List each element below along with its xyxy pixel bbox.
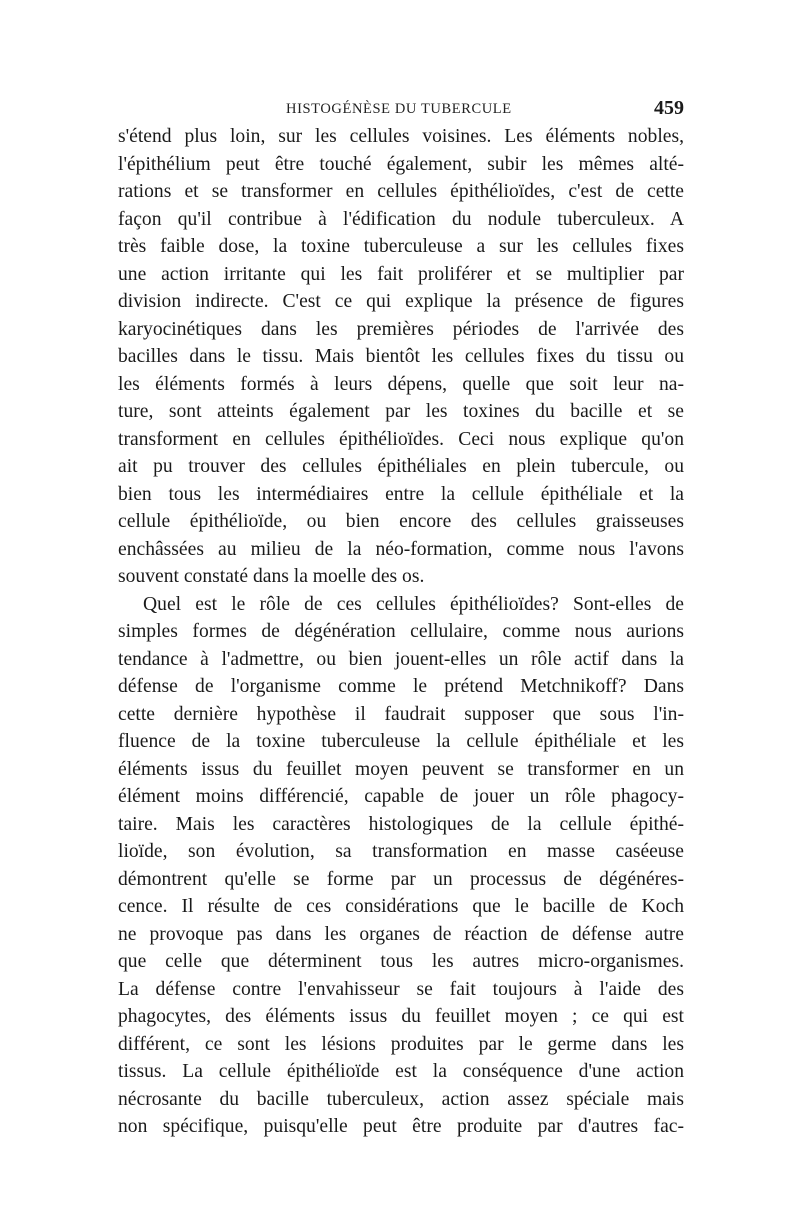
text-line: les éléments formés à leurs dépens, quelle que soit leur na- xyxy=(118,373,684,395)
text-line: ture, sont atteints également par les toxines du bacille et se xyxy=(118,401,684,422)
text-line: défense de l'organisme comme le prétend Metchnikoff? Dans xyxy=(118,676,684,697)
text-line: démontrent qu'elle se forme par un processus de dégénéres- xyxy=(118,868,684,890)
text-line: s'étend plus loin, sur les cellules voisines. Les éléments nobles, xyxy=(118,126,684,147)
text-line: une action irritante qui les fait proliférer et se multiplier par xyxy=(118,263,684,285)
text-line: ne provoque pas dans les organes de réaction de défense autre xyxy=(118,923,684,945)
text-line: simples formes de dégénération cellulaire, comme nous aurions xyxy=(118,621,684,642)
text-line: cence. Il résulte de ces considérations que le bacille de Koch xyxy=(118,896,684,917)
text-line: bacilles dans le tissu. Mais bientôt les cellules fixes du tissu ou xyxy=(118,346,684,367)
body-text xyxy=(118,123,684,1141)
text-line: bien tous les intermédiaires entre la cellule épithéliale et la xyxy=(118,483,684,505)
text-line: élément moins différencié, capable de jouer un rôle phagocy- xyxy=(118,786,684,807)
text-line: division indirecte. C'est ce qui explique la présence de figures xyxy=(118,291,684,312)
text-line: transforment en cellules épithélioïdes. Ceci nous explique qu'on xyxy=(118,428,684,450)
text-line: cellule épithélioïde, ou bien encore des cellules graisseuses xyxy=(118,511,684,532)
text-line: ait pu trouver des cellules épithéliales en plein tubercule, ou xyxy=(118,456,684,477)
text-line: La défense contre l'envahisseur se fait toujours à l'aide des xyxy=(118,978,684,1000)
text-line: l'épithélium peut être touché également, subir les mêmes alté- xyxy=(118,153,684,175)
text-line: taire. Mais les caractères histologiques de la cellule épithé- xyxy=(118,813,684,835)
text-line: rations et se transformer en cellules épithélioïdes, c'est de cette xyxy=(118,181,684,202)
text-line: phagocytes, des éléments issus du feuillet moyen ; ce qui est xyxy=(118,1006,684,1027)
text-line: tendance à l'admettre, ou bien jouent-elles un rôle actif dans la xyxy=(118,648,684,670)
text-line: façon qu'il contribue à l'édification du nodule tuberculeux. A xyxy=(118,208,684,230)
text-line: cette dernière hypothèse il faudrait supposer que sous l'in- xyxy=(118,703,684,725)
text-line: différent, ce sont les lésions produites par le germe dans les xyxy=(118,1033,684,1055)
text-line: que celle que déterminent tous les autres micro-organismes. xyxy=(118,951,684,972)
text-line: enchâssées au milieu de la néo-formation, comme nous l'avons xyxy=(118,538,684,560)
running-title: HISTOGÉNÈSE DU TUBERCULE xyxy=(286,101,512,117)
text-line: lioïde, son évolution, sa transformation en masse caséeuse xyxy=(118,841,684,862)
text-line: karyocinétiques dans les premières périodes de l'arrivée des xyxy=(118,318,684,340)
text-line: très faible dose, la toxine tuberculeuse a sur les cellules fixes xyxy=(118,236,684,257)
running-head xyxy=(118,97,684,121)
text-line: tissus. La cellule épithélioïde est la conséquence d'une action xyxy=(118,1061,684,1082)
paragraph-first-line: Quel est le rôle de ces cellules épithélioïdes? Sont-elles de xyxy=(143,593,684,615)
paragraph-last-line: souvent constaté dans la moelle des os. xyxy=(118,566,425,587)
text-line: non spécifique, puisqu'elle peut être produite par d'autres fac- xyxy=(118,1116,684,1137)
text-line: éléments issus du feuillet moyen peuvent se transformer en un xyxy=(118,758,684,780)
page-number: 459 xyxy=(654,97,684,119)
text-line: fluence de la toxine tuberculeuse la cellule épithéliale et les xyxy=(118,731,684,752)
text-line: nécrosante du bacille tuberculeux, action assez spéciale mais xyxy=(118,1088,684,1110)
